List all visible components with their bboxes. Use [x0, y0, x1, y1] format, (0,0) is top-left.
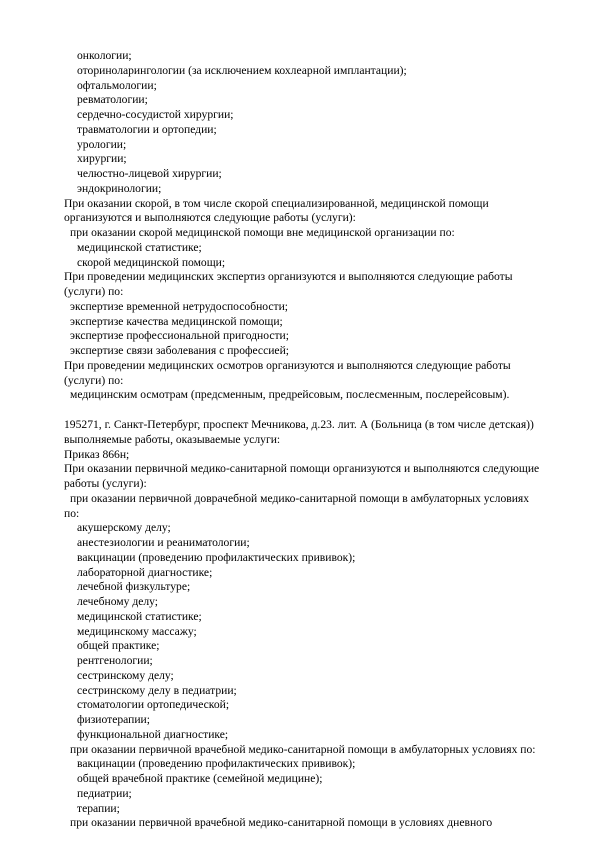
subheading-line: при оказании первичной врачебной медико-санитарной помощи в амбулаторных условиях по:	[70, 742, 536, 756]
list-item: эндокринологии;	[77, 181, 162, 195]
list-item: лечебному делу;	[77, 595, 159, 608]
list-item: сестринскому делу;	[77, 668, 174, 682]
paragraph-line: При оказании скорой, в том числе скорой специализированной, медицинской помощи	[64, 196, 489, 210]
paragraph-line: организуются и выполняются следующие работы (услуги):	[64, 211, 356, 225]
list-item: анестезиологии и реаниматологии;	[77, 536, 250, 549]
list-item: хирургии;	[77, 152, 127, 166]
paragraph-line: При проведении медицинских экспертиз организуются и выполняются следующие работы	[64, 270, 513, 284]
list-item: медицинскому массажу;	[77, 624, 197, 638]
list-item: функциональной диагностике;	[77, 727, 229, 741]
list-item: скорой медицинской помощи;	[77, 255, 226, 269]
list-item: терапии;	[77, 801, 120, 815]
list-item: педиатрии;	[77, 786, 132, 800]
list-item: общей практике;	[77, 639, 160, 653]
address-line: 195271, г. Санкт-Петербург, проспект Мечникова, д.23. лит. А (Больница (в том числе детская))	[64, 418, 534, 431]
list-item: вакцинации (проведению профилактических прививок);	[77, 757, 356, 771]
list-item: экспертизе профессиональной пригодности;	[70, 329, 289, 343]
list-item: офтальмологии;	[77, 78, 157, 92]
list-item: медицинской статистике;	[77, 609, 202, 623]
paragraph-line: (услуги) по:	[64, 285, 124, 298]
list-item: сердечно-сосудистой хирургии;	[77, 108, 234, 121]
list-item: медицинской статистике;	[77, 240, 202, 254]
list-item: урологии;	[77, 137, 127, 151]
list-item: медицинским осмотрам (предсменным, предрейсовым, послесменным, послерейсовым).	[70, 388, 510, 402]
list-item: акушерскому делу;	[77, 521, 171, 535]
address-line: выполняемые работы, оказываемые услуги:	[64, 432, 281, 446]
list-item: рентгенологии;	[77, 654, 153, 667]
subheading-line: при оказании скорой медицинской помощи вне медицинской организации по:	[70, 226, 455, 239]
list-item: онкологии;	[77, 49, 132, 62]
list-item: травматологии и ортопедии;	[77, 122, 217, 136]
list-item: экспертизе качества медицинской помощи;	[70, 314, 283, 328]
subheading-line: по:	[64, 506, 80, 520]
list-item: экспертизе связи заболевания с профессией;	[70, 344, 290, 357]
paragraph-line: При оказании первичной медико-санитарной помощи организуются и выполняются следующие	[64, 462, 540, 476]
blank-line	[64, 403, 584, 418]
list-item: лечебной физкультуре;	[77, 580, 191, 594]
list-item: вакцинации (проведению профилактических прививок);	[77, 550, 356, 564]
document-body	[64, 49, 584, 831]
list-item: челюстно-лицевой хирургии;	[77, 167, 222, 180]
paragraph-line: работы (услуги):	[64, 477, 147, 490]
list-item: экспертизе временной нетрудоспособности;	[70, 299, 289, 313]
list-item: общей врачебной практике (семейной медицине);	[77, 772, 323, 785]
paragraph-line: (услуги) по:	[64, 373, 124, 387]
subheading-line: при оказании первичной доврачебной медико-санитарной помощи в амбулаторных условиях	[70, 491, 530, 505]
list-item: сестринскому делу в педиатрии;	[77, 683, 237, 697]
list-item: ревматологии;	[77, 93, 148, 107]
list-item: стоматологии ортопедической;	[77, 698, 230, 712]
order-line: Приказ 866н;	[64, 447, 130, 461]
paragraph-line: При проведении медицинских осмотров организуются и выполняются следующие работы	[64, 358, 511, 372]
list-item: оториноларингологии (за исключением кохлеарной имплантации);	[77, 63, 407, 77]
subheading-line: при оказании первичной врачебной медико-санитарной помощи в условиях дневного	[70, 816, 493, 830]
list-item: лабораторной диагностике;	[77, 565, 213, 579]
list-item: физиотерапии;	[77, 713, 150, 726]
